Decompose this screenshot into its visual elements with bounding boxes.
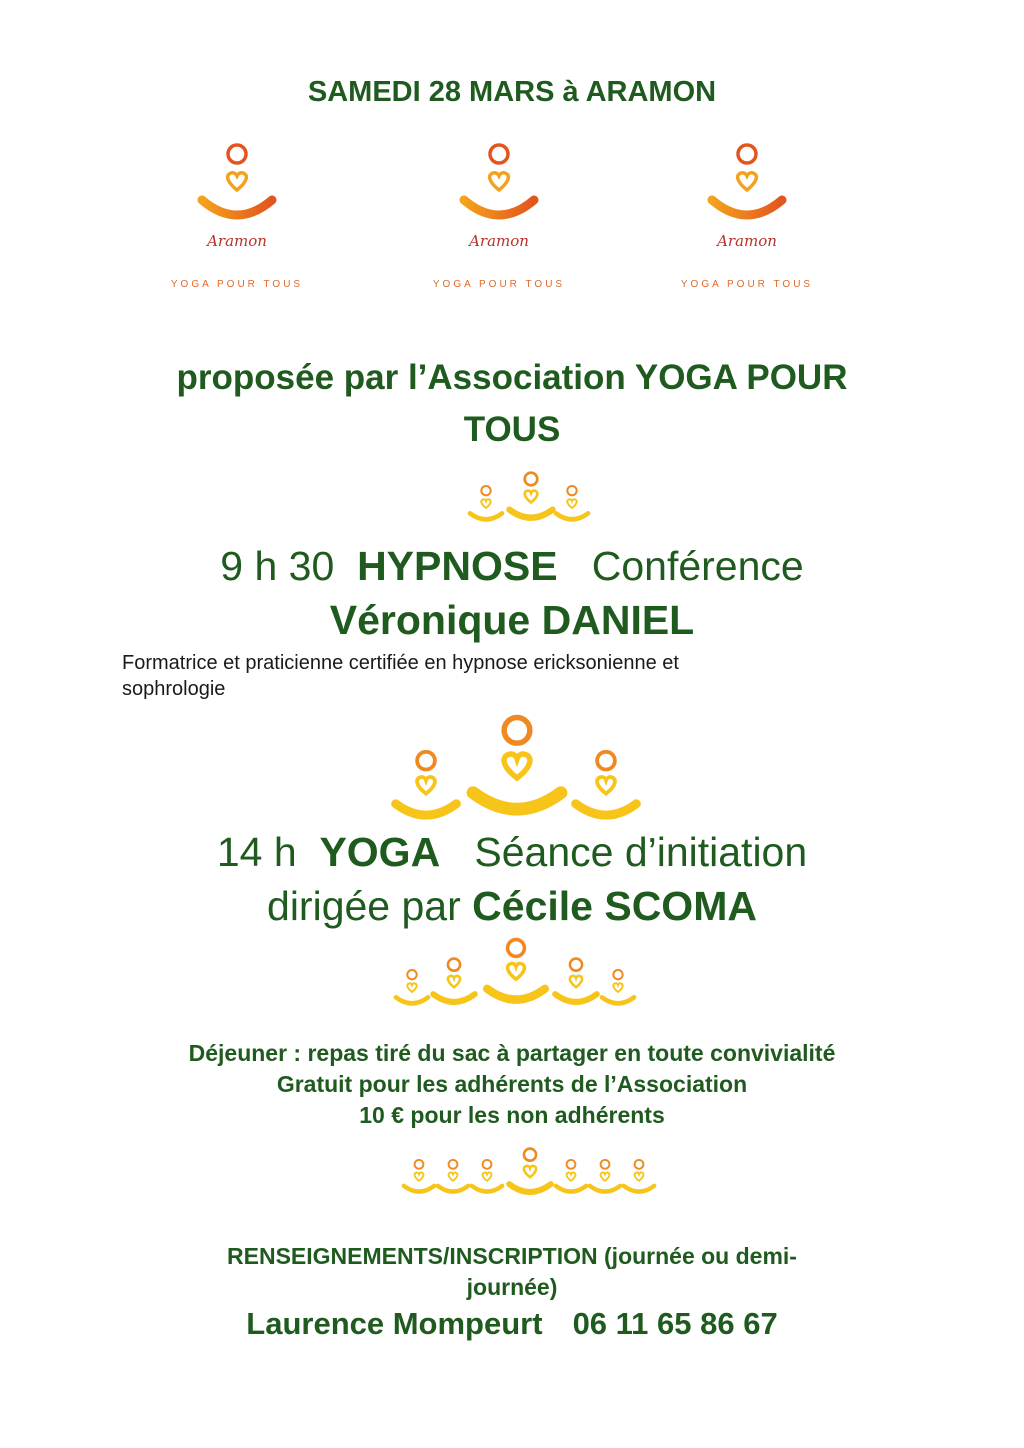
yoga-figure-icon bbox=[468, 1158, 506, 1196]
yoga-figure-icon bbox=[620, 1158, 658, 1196]
aramon-logo-icon bbox=[414, 140, 584, 300]
lunch-line: Déjeuner : repas tiré du sac à partager en toute convivialité bbox=[188, 1040, 836, 1066]
figures-row-2 bbox=[0, 712, 1024, 832]
aramon-logo-icon bbox=[152, 140, 322, 300]
association-line2: TOUS bbox=[463, 410, 561, 449]
logo-tagline: YOGA POUR TOUS bbox=[432, 279, 566, 290]
registration-line1: RENSEIGNEMENTS/INSCRIPTION (journée ou demi- bbox=[227, 1243, 797, 1269]
speaker-bio-line2: sophrologie bbox=[122, 678, 226, 700]
meditating-figure-icon bbox=[702, 140, 792, 230]
logo-tagline: YOGA POUR TOUS bbox=[170, 279, 304, 290]
morning-session-line bbox=[0, 543, 1024, 590]
speaker-bio bbox=[122, 650, 842, 702]
yoga-figure-icon bbox=[550, 956, 602, 1008]
registration-line2: journée) bbox=[466, 1274, 558, 1300]
morning-kind: Conférence bbox=[591, 543, 804, 589]
morning-title: HYPNOSE bbox=[357, 543, 558, 589]
meditating-figure-icon bbox=[192, 140, 282, 230]
directed-by-text: dirigée par bbox=[267, 883, 461, 929]
morning-time: 9 h 30 bbox=[220, 543, 335, 589]
yoga-figure-icon bbox=[552, 1158, 590, 1196]
afternoon-kind: Séance d’initiation bbox=[474, 829, 808, 875]
aramon-logo-icon bbox=[662, 140, 832, 300]
contact-phone[interactable]: 06 11 65 86 67 bbox=[572, 1306, 778, 1341]
members-free-line: Gratuit pour les adhérents de l’Association bbox=[276, 1071, 748, 1097]
logo-script-text: Aramon bbox=[207, 232, 267, 250]
yoga-figure-icon bbox=[504, 470, 558, 524]
logo-script-text: Aramon bbox=[717, 232, 777, 250]
association-line1: proposée par l’Association YOGA POUR bbox=[176, 358, 848, 397]
meditating-figure-icon bbox=[454, 140, 544, 230]
yoga-figure-icon bbox=[598, 968, 638, 1008]
figures-row-1 bbox=[0, 470, 1024, 530]
price-line: 10 € pour les non adhérents bbox=[359, 1102, 665, 1128]
afternoon-title: YOGA bbox=[319, 829, 441, 875]
afternoon-session-line bbox=[0, 829, 1024, 876]
yoga-figure-icon bbox=[504, 1146, 556, 1198]
lunch-info bbox=[0, 1038, 1024, 1131]
yoga-figure-icon bbox=[400, 1158, 438, 1196]
yoga-figure-icon bbox=[428, 956, 480, 1008]
speaker-bio-line1: Formatrice et praticienne certifiée en hypnose ericksonienne et bbox=[122, 652, 679, 674]
event-date-title: SAMEDI 28 MARS à ARAMON bbox=[307, 76, 717, 108]
yoga-figure-icon bbox=[462, 712, 572, 822]
yoga-figure-icon bbox=[568, 748, 644, 824]
logo-tagline: YOGA POUR TOUS bbox=[680, 279, 814, 290]
contact-name: Laurence Mompeurt bbox=[246, 1306, 543, 1341]
morning-speaker: Véronique DANIEL bbox=[329, 597, 695, 643]
yoga-figure-icon bbox=[434, 1158, 472, 1196]
yoga-figure-icon bbox=[586, 1158, 624, 1196]
yoga-figure-icon bbox=[552, 484, 592, 524]
logo-script-text: Aramon bbox=[469, 232, 529, 250]
contact-line bbox=[0, 1306, 1024, 1342]
afternoon-instructor: Cécile SCOMA bbox=[472, 883, 757, 929]
figures-row-3 bbox=[0, 936, 1024, 1016]
yoga-figure-icon bbox=[480, 936, 552, 1008]
logo-row bbox=[0, 140, 1024, 300]
afternoon-instructor-line bbox=[0, 883, 1024, 930]
yoga-figure-icon bbox=[466, 484, 506, 524]
figures-row-4 bbox=[0, 1144, 1024, 1204]
registration-info bbox=[0, 1241, 1024, 1303]
association-heading bbox=[0, 352, 1024, 456]
yoga-figure-icon bbox=[392, 968, 432, 1008]
afternoon-time: 14 h bbox=[216, 829, 297, 875]
yoga-figure-icon bbox=[388, 748, 464, 824]
